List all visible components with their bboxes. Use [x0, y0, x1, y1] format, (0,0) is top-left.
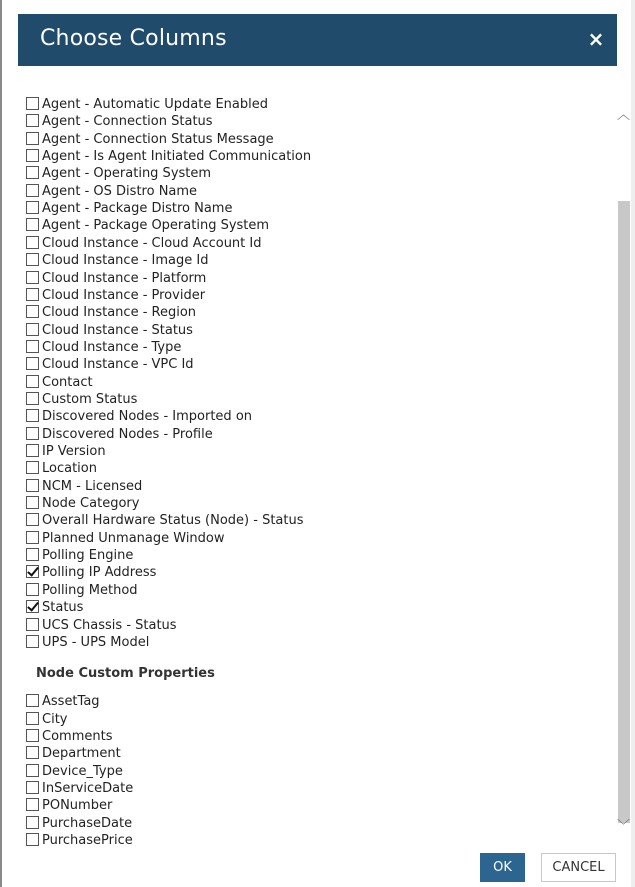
scroll-up-icon[interactable]: ︿ [616, 108, 630, 123]
list-scrollbar[interactable] [616, 108, 631, 841]
checkbox[interactable] [26, 694, 39, 707]
checkbox[interactable] [26, 375, 39, 388]
column-option-label: Agent - Operating System [42, 166, 212, 182]
checkbox[interactable] [26, 496, 39, 509]
column-option-label: Agent - Package Distro Name [42, 201, 233, 217]
column-option-label: Cloud Instance - VPC Id [42, 357, 194, 373]
scroll-down-icon[interactable]: ﹀ [616, 819, 630, 834]
checkbox[interactable] [26, 798, 39, 811]
checkbox[interactable] [26, 166, 39, 179]
column-option-label: Cloud Instance - Cloud Account Id [42, 235, 262, 251]
checkbox[interactable] [26, 781, 39, 794]
column-option-label: Node Category [42, 496, 140, 512]
checkbox[interactable] [26, 323, 39, 336]
dialog-title: Choose Columns [40, 26, 227, 51]
checkbox[interactable] [26, 253, 39, 266]
checkbox[interactable] [26, 583, 39, 596]
checkbox[interactable] [26, 149, 39, 162]
checkbox[interactable] [26, 271, 39, 284]
column-option-label: AssetTag [42, 694, 100, 710]
checkbox[interactable] [26, 97, 39, 110]
background-page-left-edge [0, 0, 2, 887]
cancel-button[interactable]: CANCEL [541, 853, 616, 882]
checkbox[interactable] [26, 618, 39, 631]
checkbox[interactable] [26, 816, 39, 829]
checkbox[interactable] [26, 236, 39, 249]
close-icon[interactable]: × [587, 27, 605, 51]
checkbox[interactable] [26, 218, 39, 231]
column-option-label: Polling Method [42, 582, 138, 598]
column-option-label: Status [42, 600, 84, 616]
column-option-label: Custom Status [42, 391, 138, 407]
column-option-label: PONumber [42, 798, 113, 814]
column-option-label: Cloud Instance - Provider [42, 287, 206, 303]
column-option-label: Department [42, 746, 121, 762]
column-option-label: Discovered Nodes - Imported on [42, 409, 253, 425]
checkbox[interactable] [26, 444, 39, 457]
checkbox[interactable] [26, 184, 39, 197]
checkbox[interactable] [26, 729, 39, 742]
checkbox[interactable] [26, 479, 39, 492]
column-option-label: Discovered Nodes - Profile [42, 426, 213, 442]
column-option-label: UPS - UPS Model [42, 634, 150, 650]
column-option-label: IP Version [42, 444, 106, 459]
column-option-label: Cloud Instance - Platform [42, 270, 207, 286]
column-option-label: City [42, 711, 68, 727]
column-option-label: Polling IP Address [42, 565, 157, 581]
checkbox[interactable] [26, 548, 39, 561]
scrollbar-thumb[interactable] [618, 201, 630, 823]
column-option-label: Agent - Package Operating System [42, 218, 270, 234]
column-list [18, 80, 602, 848]
checkbox[interactable] [26, 513, 39, 526]
checkbox[interactable] [26, 288, 39, 301]
checkbox[interactable] [26, 201, 39, 214]
column-option-label: PurchasePrice [42, 833, 133, 848]
dialog-header [18, 14, 617, 66]
column-option-label: Cloud Instance - Type [42, 339, 182, 355]
ok-button[interactable]: OK [480, 853, 525, 882]
checkbox-checked[interactable] [26, 565, 39, 578]
checkbox[interactable] [26, 132, 39, 145]
column-option-label: Contact [42, 374, 93, 390]
checkbox[interactable] [26, 746, 39, 759]
checkbox[interactable] [26, 392, 39, 405]
column-option-label: Cloud Instance - Status [42, 322, 193, 338]
column-option-label: Agent - Connection Status [42, 114, 213, 130]
checkbox-checked[interactable] [26, 600, 39, 613]
choose-columns-dialog [18, 14, 630, 887]
checkbox[interactable] [26, 409, 39, 422]
checkbox[interactable] [26, 712, 39, 725]
column-option-label: UCS Chassis - Status [42, 617, 177, 633]
column-option-label: Agent - Connection Status Message [42, 131, 274, 147]
checkbox[interactable] [26, 305, 39, 318]
column-option-label: Planned Unmanage Window [42, 530, 225, 546]
column-option-label: Device_Type [42, 763, 123, 779]
checkbox[interactable] [26, 114, 39, 127]
background-page-right-edge [631, 0, 635, 887]
checkbox[interactable] [26, 531, 39, 544]
checkbox[interactable] [26, 764, 39, 777]
checkbox[interactable] [26, 427, 39, 440]
checkbox[interactable] [26, 635, 39, 648]
column-option-label: PurchaseDate [42, 815, 133, 831]
column-option-label: Agent - OS Distro Name [42, 183, 198, 199]
column-option-label: InServiceDate [42, 780, 134, 796]
column-option-label: Cloud Instance - Region [42, 305, 197, 321]
checkbox[interactable] [26, 461, 39, 474]
checkbox[interactable] [26, 357, 39, 370]
checkbox[interactable] [26, 340, 39, 353]
custom-properties-heading: Node Custom Properties [36, 666, 215, 682]
column-option-label: Comments [42, 728, 113, 744]
checkbox[interactable] [26, 833, 39, 846]
column-option-label: Location [42, 461, 97, 477]
column-option-label: Overall Hardware Status (Node) - Status [42, 513, 304, 529]
column-option-label: Polling Engine [42, 548, 134, 564]
column-option-label: Agent - Automatic Update Enabled [42, 97, 268, 112]
column-option-label: Cloud Instance - Image Id [42, 253, 209, 269]
column-option-label: NCM - Licensed [42, 478, 143, 494]
column-option-label: Agent - Is Agent Initiated Communication [42, 149, 312, 165]
